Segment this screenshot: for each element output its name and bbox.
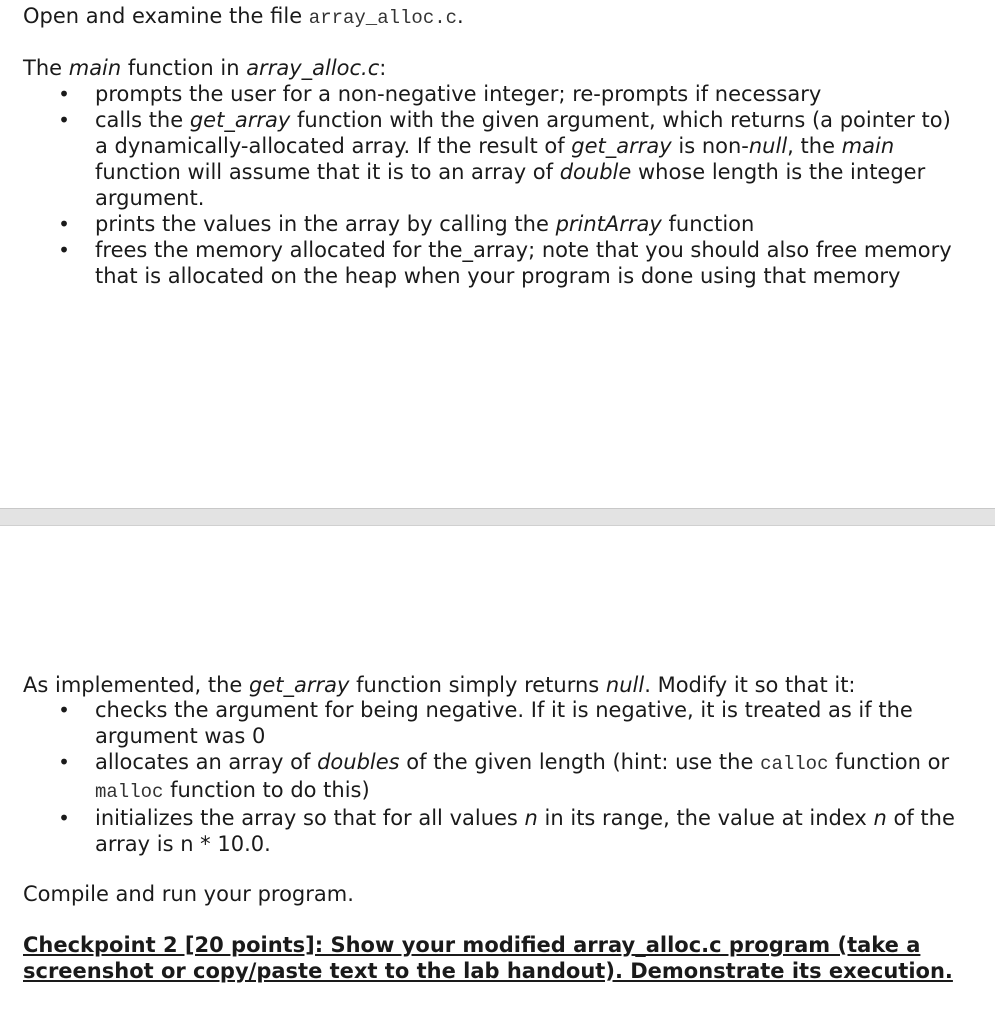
main-lead-prefix: The xyxy=(23,56,69,80)
bullet-text: , the xyxy=(787,134,842,158)
bullet-text: prints the values in the array by calling the xyxy=(95,212,556,236)
bullet-italic-text: get_array xyxy=(189,108,291,132)
bullet-text: whose length is the integer argument. xyxy=(95,160,926,210)
bullet-text: of the array is n * 10.0. xyxy=(95,806,955,856)
bullet-icon: • xyxy=(58,750,70,774)
bullet-text: function will assume that it is to an array of xyxy=(95,160,560,184)
bullet-text: prompts the user for a non-negative integer; re-prompts if necessary xyxy=(95,82,822,106)
impl-lead-function-name: get_array xyxy=(249,673,350,697)
bullet-text: calls the xyxy=(95,108,190,132)
bullet-text: function or xyxy=(828,750,950,774)
intro-paragraph xyxy=(23,3,464,31)
bullet-italic-text: get_array xyxy=(571,134,672,158)
code-malloc: malloc xyxy=(95,781,164,803)
impl-lead-text: As implemented, the xyxy=(23,673,250,697)
list-item xyxy=(0,211,995,237)
bullet-text: function xyxy=(661,212,755,236)
bullet-icon: • xyxy=(58,212,70,236)
main-lead-suffix: : xyxy=(379,56,387,80)
bullet-italic-text: n xyxy=(524,806,538,830)
bullet-icon: • xyxy=(58,238,70,262)
bullet-text: is non- xyxy=(671,134,749,158)
main-lead-function-name: main xyxy=(68,56,122,80)
bullet-text: allocates an array of xyxy=(95,750,318,774)
list-item xyxy=(0,805,995,857)
get-array-bullet-list xyxy=(0,697,995,857)
impl-lead-null: null xyxy=(605,673,645,697)
list-item xyxy=(0,107,995,211)
bullet-icon: • xyxy=(58,108,70,132)
bullet-icon: • xyxy=(58,82,70,106)
checkpoint-2-heading: Checkpoint 2 [20 points]: Show your modified array_alloc.c program (take a screenshot or copy/paste text to the lab handout). Demonstrate its execution. xyxy=(23,933,953,983)
bullet-text: of the given length (hint: use the xyxy=(399,750,761,774)
list-item xyxy=(0,749,995,805)
bullet-italic-text: double xyxy=(559,160,632,184)
impl-lead-text: . Modify it so that it: xyxy=(644,673,856,697)
bullet-text: initializes the array so that for all values xyxy=(95,806,525,830)
bullet-text: in its range, the value at index xyxy=(537,806,874,830)
main-lead-paragraph xyxy=(23,55,386,81)
bullet-italic-text: printArray xyxy=(555,212,662,236)
bullet-italic-text: main xyxy=(841,134,895,158)
bullet-text: checks the argument for being negative. If it is negative, it is treated as if the argument was 0 xyxy=(95,698,913,748)
document-page-top xyxy=(0,0,995,508)
impl-lead-text: function simply returns xyxy=(349,673,606,697)
main-lead-middle: function in xyxy=(121,56,247,80)
list-item xyxy=(0,237,995,289)
code-calloc: calloc xyxy=(760,753,829,775)
list-item xyxy=(0,697,995,749)
bullet-text: function with the given argument, which returns (a pointer to) a dynamically-allocated array. If the result of xyxy=(95,108,951,158)
bullet-text: function to do this) xyxy=(163,778,370,802)
bullet-text: frees the memory allocated for the_array; note that you should also free memory that is allocated on the heap when your program is done using that memory xyxy=(95,238,952,288)
page-separator xyxy=(0,508,995,526)
list-item xyxy=(0,81,995,107)
bullet-italic-text: doubles xyxy=(317,750,400,774)
impl-lead-paragraph xyxy=(23,672,856,698)
bullet-icon: • xyxy=(58,698,70,722)
main-lead-filename: array_alloc.c xyxy=(246,56,380,80)
intro-period: . xyxy=(457,4,464,28)
compile-instruction: Compile and run your program. xyxy=(23,882,354,906)
intro-text: Open and examine the file xyxy=(23,4,309,28)
bullet-icon: • xyxy=(58,806,70,830)
main-function-bullet-list xyxy=(0,81,995,289)
intro-filename: array_alloc.c xyxy=(308,7,458,29)
bullet-italic-text: n xyxy=(873,806,887,830)
bullet-italic-text: null xyxy=(748,134,788,158)
